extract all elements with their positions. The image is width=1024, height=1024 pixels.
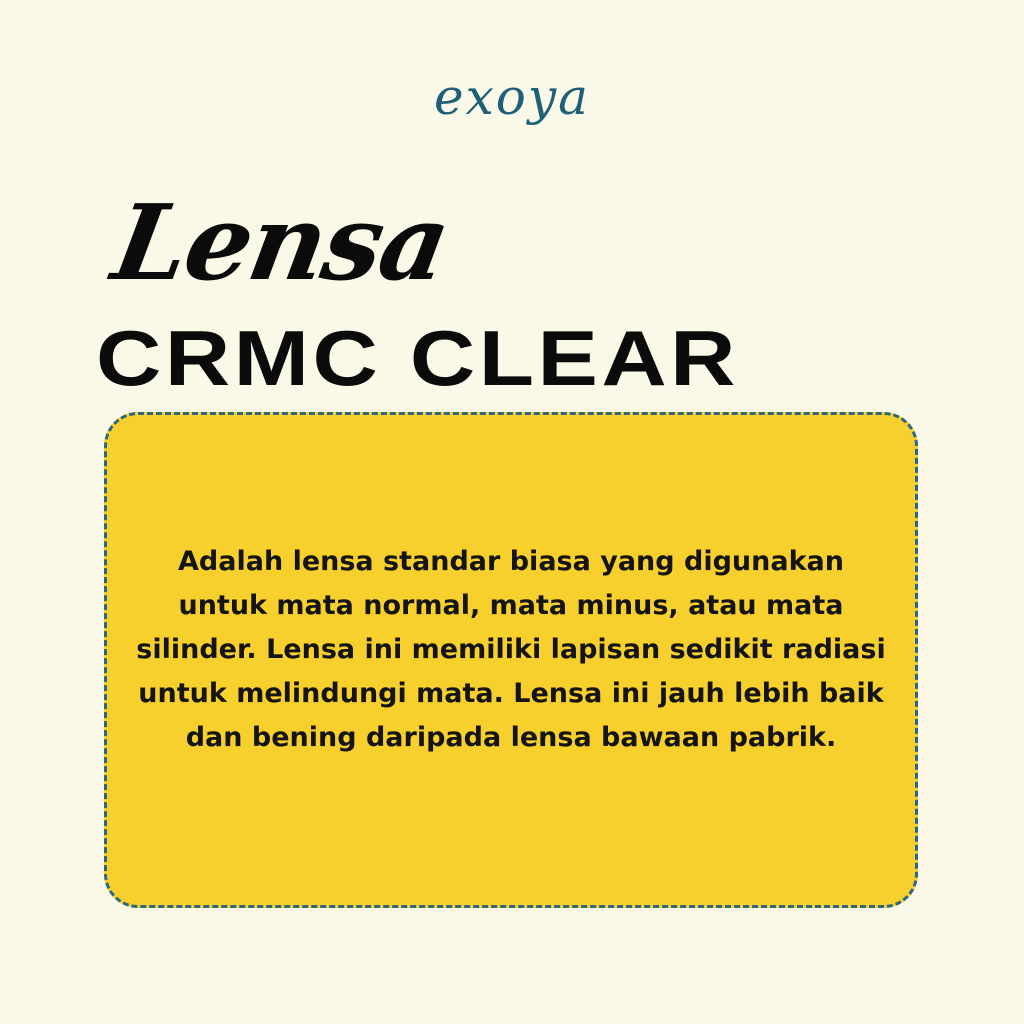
description-card (104, 412, 918, 908)
brand-logo: exoya (434, 68, 590, 126)
script-heading: Lensa (104, 181, 458, 304)
description-text: Adalah lensa standar biasa yang digunakan untuk mata normal, mata minus, atau mata silinder. Lensa ini memiliki lapisan sedikit radiasi untuk melindungi mata. Lensa ini jauh lebih baik dan bening daripada lensa bawaan pabrik. (136, 546, 886, 753)
page-title: CRMC CLEAR (96, 314, 739, 402)
